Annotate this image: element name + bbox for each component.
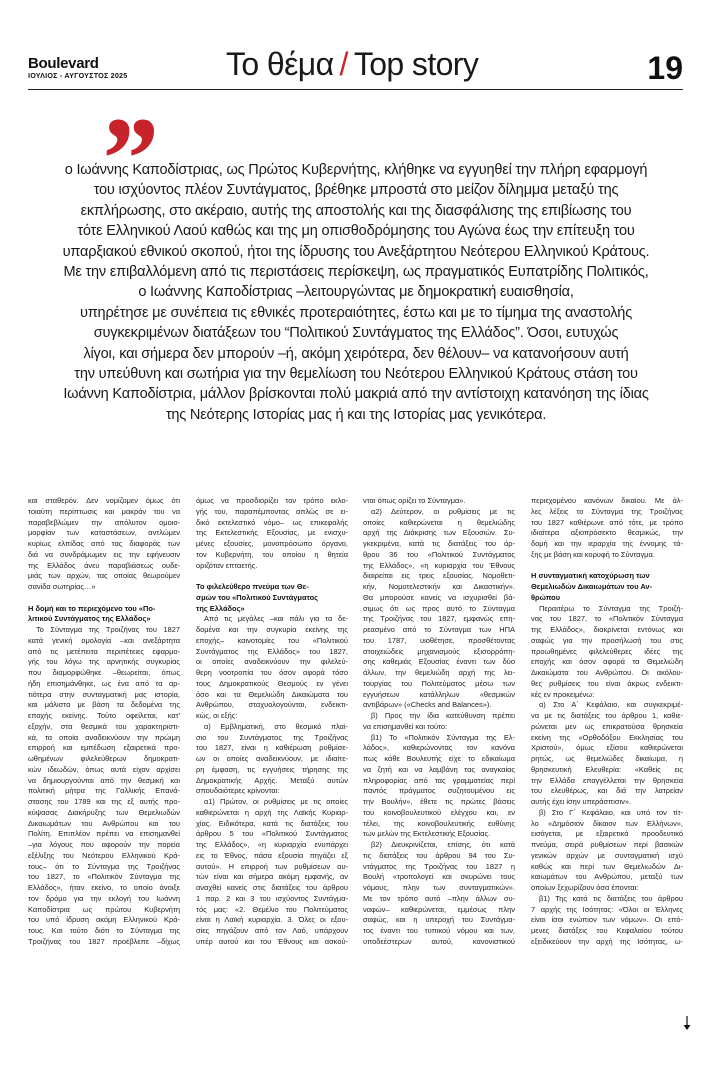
body-line: και μάλιστα με βάση τα δεδομένα της: [28, 700, 180, 710]
body-line: κά, τα οποία αναδεικνύουν την πρώιμη: [28, 732, 180, 742]
subheading-line: Η συνταγματική κατοχύρωση των: [531, 571, 650, 581]
body-line: –για λόγους που αφορούν την πορεία: [28, 840, 180, 849]
body-line: αντιβάρων» («Checks and Balances»).: [363, 700, 492, 710]
body-line: μιάς των αρχών, τας οποίας θεωρούμεν: [28, 571, 180, 581]
body-line: κώς, οι εξής:: [196, 711, 238, 720]
quotation-mark-icon: ”: [96, 92, 140, 225]
body-line: της Ελλάδος», «η κυριαρχία του Έθνους: [363, 560, 515, 570]
body-line: σίες πηγάζουν από τον Λαό, υπάρχουν: [196, 926, 348, 935]
body-line: της Τροιζήνας του 1827, εμφανώς επη-: [363, 614, 515, 624]
body-line: δικό εκτελεστικό νόμο– ως επικεφαλής: [196, 517, 348, 527]
body-line: αρχή της Διάκρισης των Εξουσιών. Συ-: [363, 528, 515, 538]
body-line: όμως να προσδιορίζει τον τρόπο εκλο-: [196, 496, 348, 505]
body-line: από τις μετέπειτα περιπέτειες εφαρμο-: [28, 646, 180, 656]
brand: [28, 56, 127, 80]
body-line: είναι η Λαϊκή κυριαρχία. 3. Όλες οι εξου-: [196, 915, 348, 925]
body-line: είναι ίσοι ενώπιον των νόμων». Οι επό-: [531, 915, 683, 925]
pullquote-line: της Νεότερης Ιστορίας μας ή και της Ιστορίας μας γενικότερα.: [165, 406, 547, 423]
body-line: Θα μπορούσε κανείς να ισχυρισθεί βά-: [363, 592, 515, 602]
body-line: του 1827, το «Πολιτικόν Σύνταγμα της: [28, 872, 180, 882]
body-line: υποδεέστερων αυτού, κανονιστικού: [363, 936, 515, 946]
body-line: εξοχήν, στα θεσμικά του χαρακτηριστι-: [28, 721, 180, 731]
continue-arrow-icon: [683, 1016, 691, 1030]
body-line: οι οποίες αναδεικνύουν την φιλελεύ-: [196, 657, 348, 667]
body-line: ρητώς, ως θεμελιώδες δικαίωμα, η: [531, 754, 683, 763]
pullquote-line: την υπεύθυνη και σωτήρια για την θεμελίωση του Νεότερου Ελληνικού Κράτους στάση του: [74, 366, 638, 383]
body-line: να με τις διατάξεις του άρθρου 1, καθιε-: [531, 711, 683, 720]
body-line: εις το Έθνος, πάσα εξουσία πηγάζει εξ: [196, 850, 348, 860]
body-line: μενες διατάξεις του Κεφαλαίου τούτου: [531, 926, 683, 935]
body-line: του 1827 καθιέρωνε από τότε, με τρόπο: [531, 517, 683, 527]
body-line: ων οι οποίες αναδεικνύουν, με ιδιαίτε-: [196, 754, 348, 763]
section-title-separator: /: [339, 46, 348, 82]
pullquote-line: εκπλήρωσης, στο ακέραιο, αυτής της αποστολής και της διασφάλισης της επιβίωσης του: [80, 202, 632, 219]
body-line: σης καθεμιάς Εξουσίας έναντι των δύο: [363, 657, 515, 667]
body-line: εποχής εκείνης. Τούτο οφείλεται, κατ': [28, 711, 180, 720]
pullquote-line: ο Ιωάννης Καποδίστριας, ως Πρώτος Κυβερνήτης, κλήθηκε να εγγυηθεί την πλήρη εφαρμογή: [64, 162, 648, 178]
body-line: εποχής και όσον αφορά τα Θεμελιώδη: [531, 657, 683, 667]
body-line: του 1787, υιοθέτησε, προσθέτοντας: [363, 635, 515, 645]
body-line: πολιτική μήτρα της Γαλλικής Επανά-: [28, 786, 180, 796]
body-line: υπέρ αυτού και του Έθνους και ασκού-: [196, 936, 348, 946]
subheading-line: λιτικού Συντάγματος της Ελλάδος»: [28, 614, 151, 624]
body-line: νας του 1827, το «Πολιτικόν Σύνταγμα: [531, 614, 683, 624]
body-line: στασης του 1789 και της εξ αυτής προ-: [28, 797, 180, 806]
pullquote-line: λίγοι, και σήμερα δεν μπορούν –ή, ακόμη χειρότερα, δεν θέλουν– να κατανοήσουν αυτή: [83, 345, 629, 362]
pullquote-line: Ιωάννη Καποδίστρια, μάλλον βρίσκονται πολύ μακριά από την αντίστοιχη κατανόηση της ίδιας: [63, 386, 649, 403]
body-line: άρθρου 5 του «Πολιτικού Συντάγματος: [196, 829, 348, 839]
subheading-line: της Ελλάδος»: [196, 603, 245, 613]
body-line: στοιχειώδεις μηχανισμούς εξισορρόπη-: [363, 646, 515, 656]
subheading-line: θρώπου: [531, 592, 561, 602]
body-line: που διαμορφώθηκε –θεωρείται, όπως: [28, 668, 180, 677]
body-line: γής του λόγω της αρνητικής συγκυρίας: [28, 657, 180, 667]
body-line: θες ρυθμίσεις του είναι άκρως ενδεικτι-: [531, 678, 683, 688]
body-line: νόμους, πλην των συνταγματικών».: [363, 883, 515, 892]
body-line: τους– ότι το Σύνταγμα της Τροιζήνας: [28, 861, 180, 871]
pullquote-line: υπαρξιακού εθνικού σκοπού, ήτοι της ίδρυσης του Ανεξάρτητου Νεότερου Ελληνικού Κράτους.: [62, 243, 650, 260]
body-line: ξης με βάση και κορυφή το Σύνταγμα.: [531, 549, 655, 559]
issue-date: ΙΟΥΛΙΟΣ - ΑΥΓΟΥΣΤΟΣ 2025: [28, 71, 128, 80]
subheading-line: Θεμελιωδών Δικαιωμάτων του Αν-: [531, 582, 653, 591]
body-line: 7 αρχής της Ισότητας: «Όλοι οι Έλληνες: [531, 904, 683, 914]
body-line: του ελευθέρως, και διά την λατρείαν: [531, 786, 683, 796]
body-line: μένες εξουσίες, μονοπρόσωπο όργανο,: [196, 539, 348, 548]
pullquote-line: του ισχύοντος πλέον Συντάγματος, βρέθηκε μπροστά στο μείζον δίλημμα μεταξύ της: [93, 182, 619, 199]
body-line: μορφίαν των καταστάσεων, αντλώμεν: [28, 528, 180, 538]
body-line: τους. Και τούτο διότι το Σύνταγμα της: [28, 926, 180, 935]
body-line: καθώς και περί των Θεμελιωδών Δι-: [531, 861, 683, 871]
body-line: περιεχομένου κανόνων δικαίου. Με άλ-: [531, 496, 683, 505]
body-line: αυτής έχει ίσην υπεράσπισιν».: [531, 797, 632, 806]
body-line: β) Προς την ίδια κατεύθυνση πρέπει: [371, 711, 515, 720]
body-line: σιο του Συντάγματος της Τροιζήνας: [196, 732, 348, 742]
body-line: εξέλιξης του Νεότερου Ελληνικού Κρά-: [28, 850, 180, 860]
body-line: σανίδα σωτηρίας…»: [28, 582, 96, 591]
body-line: Από τις μεγάλες –και πάλι για τα δε-: [204, 614, 348, 624]
brand-logo: Boulevard: [28, 55, 99, 72]
pullquote-line: συγκεκριμένων διατάξεων του “Πολιτικού Συντάγματος της Ελλάδος”. Όσοι, ευτυχώς: [93, 325, 619, 342]
body-line: λάδος», καθιερώνοντας τον κανόνα: [363, 743, 515, 753]
body-line: λο «Δημόσιον δίκαιον των Ελλήνων»,: [531, 818, 683, 828]
body-line: κυρίως ελπίδας από τας διαφοράς των: [28, 539, 180, 548]
body-line: σαφώς, και η υπεροχή του Συντάγμα-: [363, 915, 515, 925]
body-line: αυτού». Η επιρροή των ρυθμίσεων αυ-: [196, 861, 348, 871]
body-line: τοιαύτη περίπτωσις και μακράν του να: [28, 506, 180, 516]
body-line: εξειδικεύουν την αρχή της Ισότητας, ω-: [531, 936, 683, 946]
text-column-4: [531, 496, 683, 948]
body-line: διαιρείται εις τρεις εξουσίας. Νομοθετι-: [363, 571, 515, 581]
body-line: παντός πράγματος συζητουμένου εις: [363, 786, 515, 796]
paragraph-gap: [28, 593, 180, 604]
pullquote-line: Με την επιβαλλόμενη από τις περιστάσεις περίσκεψη, ως πραγματικός Ευπατρίδης Πολιτικός,: [63, 264, 649, 281]
body-line: τον Κυβερνήτη, του οποίου η θητεία: [196, 549, 348, 559]
paragraph-gap: [531, 561, 683, 572]
page-number: 19: [647, 50, 683, 86]
body-line: της Ελλάδος», διακρίνεται εντόνως και: [531, 625, 683, 634]
body-line: και σταθερόν. Δεν νομίζομεν όμως ότι: [28, 496, 180, 505]
body-line: Δικαιωμάτων του Ανθρώπου και του: [28, 818, 180, 828]
body-line: Περαιτέρω το Σύνταγμα της Τροιζή-: [539, 603, 683, 613]
paragraph-gap: [196, 571, 348, 582]
body-line: ιδιαίτερα αξιοπρόσεκτο θεσμικώς, την: [531, 528, 683, 538]
body-line: τον δρόμο για την εκλογή του Ιωάννη: [28, 893, 180, 903]
body-line: προωθημένες φιλελεύθερες ιδέες της: [531, 646, 683, 656]
body-line: τουργίας του Πολιτεύματος μέσω των: [363, 678, 515, 688]
body-line: Συντάγματος της Ελλάδος» του 1827,: [196, 646, 348, 656]
body-line: 1 παρ. 2 και 3 του ισχύοντος Συντάγμα-: [196, 893, 348, 903]
header-rule: [28, 89, 683, 90]
section-title-greek: Το θέμα: [226, 46, 334, 82]
body-line: τους Δημοκρατικούς Θεσμούς εν γένει: [196, 678, 348, 688]
body-line: κύψασας Διακήρυξης των Θεμελιωδών: [28, 807, 180, 817]
pullquote-line: τότε Ελληνικού Λαού καθώς και της μη οπισθοδρόμησης του Αγώνα έως την επίτευξη του: [77, 223, 635, 240]
body-line: εγγυήσεων κατάλληλων «θεσμικών: [363, 689, 515, 699]
body-line: Ανθρώπου, σταχυολογούνται, ενδεικτι-: [196, 700, 348, 710]
body-line: να δημιουργούνται από την θεσμική και: [28, 775, 180, 785]
body-line: να ζητή και να λαμβάνη τας αναγκαίας: [363, 764, 515, 774]
body-line: Τροιζήνας του 1827 προέβλεπε –δίχως: [28, 936, 180, 946]
body-line: άλλων, την θεμελιώδη αρχή της λει-: [363, 668, 515, 677]
body-line: πνεύμα, σειρά ρυθμίσεων περί βασικών: [531, 840, 683, 849]
body-line: δομένα και την συγκυρία εκείνης της: [196, 625, 348, 634]
body-line: ήδη επισημάνθηκε, ως ένα από τα αρ-: [28, 678, 180, 688]
body-line: Ελλάδος», ήταν εκείνο, το οποίο άνοιξε: [28, 883, 180, 892]
body-line: κατά γενική ομολογία –και ανεξάρτητα: [28, 635, 180, 645]
body-line: της Εκτελεστικής Εξουσίας, με ενισχυ-: [196, 528, 348, 538]
subheading-line: Το φιλελεύθερο πνεύμα των Θε-: [196, 582, 309, 591]
text-column-3: [363, 496, 515, 948]
body-line: β1) Της κατά τις διατάξεις του άρθρου: [539, 893, 683, 903]
pullquote: [26, 160, 686, 425]
body-line: χίας. Ειδικότερα, κατά τις διατάξεις του: [196, 818, 348, 828]
body-line: θερη νοοτροπία του όσον αφορά τόσο: [196, 668, 348, 677]
body-line: κήν, Νομοτελεστικήν και Δικαστικήν».: [363, 582, 515, 591]
body-line: κές εν προκειμένω:: [531, 689, 595, 699]
body-line: τος έναντι του τυπικού νόμου και των,: [363, 926, 515, 935]
body-line: όσο και τα Θεμελιώδη Δικαιώματα του: [196, 689, 348, 699]
body-line: β) Στο Γ΄ Κεφάλαιο, και υπό τον τίτ-: [539, 807, 683, 817]
body-line: Το Σύνταγμα της Τροιζήνας του 1827: [36, 625, 180, 634]
section-title: [226, 46, 478, 83]
body-line: θρου 36 του «Πολιτικού Συντάγματος: [363, 549, 515, 559]
body-line: σιμως ότι ως προς αυτό το Σύνταγμα: [363, 603, 515, 613]
body-line: οποίες καθιερώνεται η θεμελιώδης: [363, 517, 515, 527]
body-line: αναχθεί κανείς στις διατάξεις του άρθρου: [196, 883, 348, 892]
body-line: τις διατάξεις του άρθρου 94 του Συ-: [363, 850, 515, 860]
body-line: Με τον τρόπο αυτό –πλην άλλων συ-: [363, 893, 515, 903]
body-line: ναφών– καθιερώνεται, εμμέσως πλην: [363, 904, 515, 914]
article-body: [28, 496, 683, 1056]
body-line: πως κάθε Βουλευτής είχε το εδικαίωμα: [363, 754, 515, 763]
pullquote-line: ο Ιωάννης Καποδίστριας –λειτουργώντας με δημοκρατική ευαισθησία,: [138, 284, 574, 301]
body-line: εκείνη της «Ορθοδόξου Εκκλησίας του: [531, 732, 683, 742]
body-line: Καποδίστρια ως πρώτου Κυβερνήτη: [28, 904, 180, 914]
text-column-1: [28, 496, 180, 948]
text-column-2: [196, 496, 348, 948]
masthead: [0, 0, 711, 92]
pullquote-line: υπηρέτησε με συνέπεια τις εθνικές προτεραιότητες, έστω και με το τίμημα της αναστολής: [79, 304, 633, 321]
body-line: του κοινοβουλευτικού ελέγχου και, εν: [363, 807, 515, 817]
body-line: την Ελλάδα επαγγέλλεται την θρησκεία: [531, 775, 683, 785]
body-line: α) Στο Α΄ Κεφάλαιο, και συγκεκριμέ-: [539, 700, 683, 710]
body-line: Χριστού», όμως εξίσου καθιερώνεται: [531, 743, 683, 753]
body-line: Βουλή «τροπολογεί και σκυρώνει τους: [363, 872, 515, 882]
body-line: του υπό ίδρυση ακόμη Ελληνικού Κρά-: [28, 915, 180, 925]
body-line: κών ιδεωδών, όπως αυτά είχαν αρχίσει: [28, 764, 180, 774]
body-line: σαφώς για την προσήλωσή του στις: [531, 635, 683, 645]
body-line: τιότερα στην συνταγματική μας ιστορία,: [28, 689, 180, 699]
body-line: τός μας: «2. Θεμέλιο του Πολιτεύματος: [196, 904, 348, 914]
body-line: α1) Πρώτον, οι ρυθμίσεις με τις οποίες: [204, 797, 348, 806]
subheading-line: Η δομή και το περιεχόμενο του «Πο-: [28, 603, 156, 613]
body-line: επιρροή και εμπέδωση εξαιρετικά προ-: [28, 743, 180, 753]
body-line: καιωμάτων του Ανθρώπου, μεταξύ των: [531, 872, 683, 882]
body-line: α) Εμβληματική, στο θεσμικό πλαί-: [204, 721, 348, 731]
body-line: ρώνεται μεν ως επικρατούσα θρησκεία: [531, 721, 683, 731]
body-line: ρεασμένο από το Σύνταγμα των ΗΠΑ: [363, 625, 515, 634]
body-line: δομή και την ιεραρχία της έννομης τά-: [531, 539, 683, 548]
body-line: πληροφορίας από τας γραμματείας περί: [363, 775, 515, 785]
body-line: της Ελλάδος», «η κυριαρχία ενυπάρχει: [196, 840, 348, 849]
body-line: ρη έμφαση, τις εγγυήσεις τήρησης της: [196, 764, 348, 774]
body-line: νται όπως ορίζει το Σύνταγμα».: [363, 496, 466, 505]
body-line: παραβεβλώμεν την απόλυτον ομοιο-: [28, 517, 180, 527]
body-line: γκεκριμένα, κατά τις διατάξεις του άρ-: [363, 539, 515, 548]
body-line: εποχής– καινοτομίες του «Πολιτικού: [196, 635, 348, 645]
body-line: λες λέξεις το Σύνταγμα της Τροιζήνας: [531, 506, 683, 516]
body-line: ωθημένων φιλελεύθερων δημοκρατι-: [28, 754, 180, 763]
body-line: Δικαιώματα του Ανθρώπου. Οι ακόλου-: [531, 668, 683, 677]
body-line: θρησκευτική Ελευθερία: «Καθείς εις: [531, 764, 683, 774]
body-line: οριζόταν επταετής.: [196, 560, 258, 570]
body-line: οποίων ξεχωρίζουν όσα έπονται:: [531, 883, 639, 892]
body-line: τέλει, της κοινοβουλευτικής ευθύνης: [363, 818, 515, 828]
body-line: α2) Δεύτερον, οι ρυθμίσεις με τις: [371, 506, 515, 516]
body-line: γενικών αρχών με συνταγματική ισχύ: [531, 850, 683, 860]
body-line: τών είναι και σήμερα ακόμη εμφανής, αν: [196, 872, 348, 882]
body-line: καθιερώνεται η αρχή της Λαϊκής Κυριαρ-: [196, 807, 348, 817]
body-line: διά να συνδράμωμεν εις την εφήνευσιν: [28, 549, 180, 559]
body-line: της Ελλάδος άνευ παραβιάσεως ουδε-: [28, 560, 180, 570]
body-line: Πολίτη. Επιπλέον πρέπει να επισημανθεί: [28, 829, 180, 839]
body-line: των μελών της Εκτελεστικής Εξουσίας.: [363, 829, 491, 839]
body-line: β2) Διευκρινίζεται, επίσης, ότι κατά: [371, 840, 515, 849]
subheading-line: σμών του «Πολιτικού Συντάγματος: [196, 592, 319, 602]
body-line: Δημοκρατικής Αρχής. Μεταξύ αυτών: [196, 775, 348, 785]
body-line: να επισημανθεί και τούτο:: [363, 721, 448, 731]
body-line: σπουδαιότερες κρίνονται:: [196, 786, 280, 796]
body-line: ντάγματος της Τροιζήνας του 1827 η: [363, 861, 515, 871]
body-line: γής του, παραπέμποντας απλώς σε ει-: [196, 506, 348, 516]
body-line: του 1827, είναι η καθιέρωση ρυθμίσε-: [196, 743, 348, 753]
body-line: την Βουλήν», έθετε τις πρώτες βάσεις: [363, 797, 515, 806]
body-line: εισάγεται, με εξαιρετικά προοδευτικό: [531, 829, 683, 839]
section-title-english: Top story: [353, 46, 479, 82]
body-line: β1) Το «Πολιτικόν Σύνταγμα της Ελ-: [371, 732, 515, 742]
